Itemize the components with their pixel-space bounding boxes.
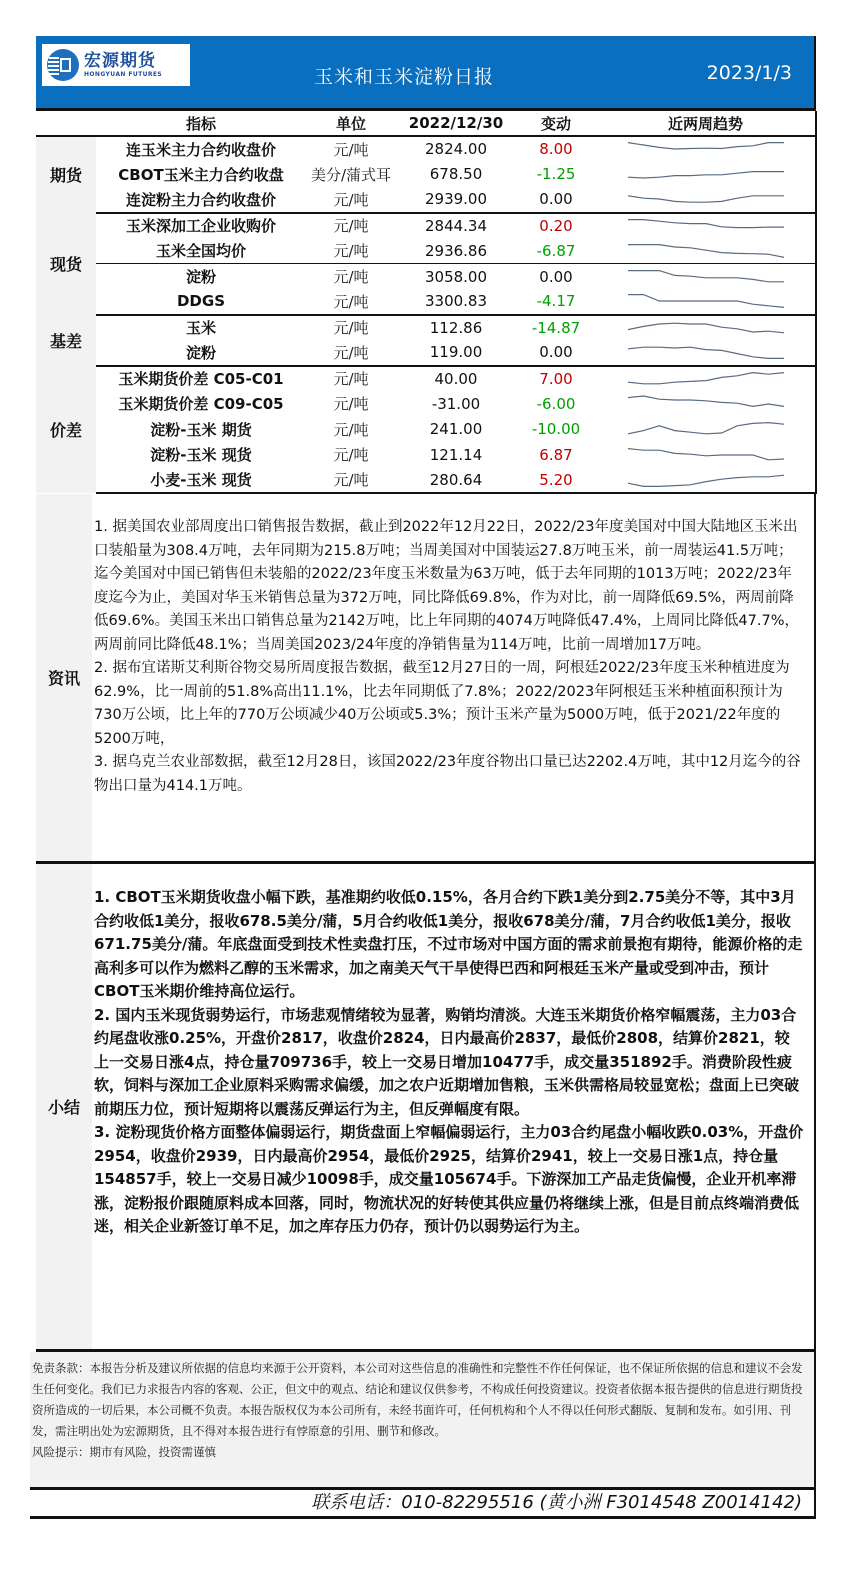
trend-sparkline-cell (596, 187, 816, 213)
unit-cell: 元/吨 (306, 289, 396, 315)
trend-sparkline-cell (596, 213, 816, 239)
value-cell: -31.00 (431, 394, 481, 413)
change-cell: -6.87 (516, 238, 596, 264)
table-row (36, 315, 816, 341)
news-label: 资讯 (36, 494, 92, 861)
indicator-name: 玉米全国均价 (96, 238, 306, 264)
column-header-change: 变动 (516, 111, 596, 136)
value-cell: 2939.00 (396, 187, 516, 213)
sparkline-chart (626, 189, 786, 209)
value-cell: 2936.86 (396, 238, 516, 264)
news-paragraph: 3. 据乌克兰农业部数据，截至12月28日，该国2022/23年度谷物出口量已达2202.4万吨，其中12月迄今的谷物出口量为414.1万吨。 (94, 754, 801, 794)
value-cell: 3058.00 (424, 267, 488, 286)
trend-sparkline-cell (596, 340, 816, 366)
column-header-unit: 单位 (306, 111, 396, 136)
unit-cell: 元/吨 (306, 238, 396, 264)
sparkline-chart (626, 216, 786, 236)
change-cell: 7.00 (539, 369, 573, 388)
sparkline-chart (626, 267, 786, 287)
table-row (36, 442, 816, 468)
indicator-name: 玉米期货价差 C09-C05 (118, 395, 284, 414)
unit-cell: 元/吨 (333, 446, 369, 465)
sparkline-chart (626, 419, 786, 439)
summary-paragraph: 1. CBOT玉米期货收盘小幅下跌，基准期约收低0.15%，各月合约下跌1美分到2.75美分不等，其中3月合约收低1美分，报收678.5美分/蒲，5月合约收低1美分，报收678美分/蒲，7月合约收低1美分，报收671.75美分/蒲。年底盘面受到技术性卖盘打压，不过市场对中国方面的需求前景抱有期待，能源价格的走高利多可以作为燃料乙醇的玉米需求，加之南美天气干旱使得巴西和阿根廷玉米产量或受到冲击，预计CBOT玉米期价维持高位运行。 (94, 888, 803, 1000)
column-header-trend: 近两周趋势 (596, 111, 816, 136)
indicator-name: 小麦-玉米 现货 (96, 468, 306, 494)
market-data-table (36, 111, 817, 494)
unit-cell: 元/吨 (333, 268, 369, 286)
table-row (36, 213, 816, 239)
indicator-name: 玉米期货价差 C05-C01 (118, 370, 284, 389)
value-cell: 40.00 (434, 369, 478, 388)
indicator-name: 连淀粉主力合约收盘价 (96, 187, 306, 213)
report-title: 玉米和玉米淀粉日报 (314, 66, 495, 88)
trend-sparkline-cell (596, 315, 816, 341)
sparkline-chart (626, 342, 786, 362)
sparkline-chart (626, 164, 786, 184)
news-paragraph: 1. 据美国农业部周度出口销售报告数据，截止到2022年12月22日，2022/23年度美国对中国大陆地区玉米出口装船量为308.4万吨，去年同期为215.8万吨；当周美国对中国装运27.8万吨玉米，前一周装运41.5万吨；迄今美国对中国已销售但未装船的2022/23年度玉米数量为63万吨，低于去年同期的1013万吨；2022/23年度迄今为止，美国对华玉米销售总量为372万吨，同比降低69.8%，作为对比，前一周降低69.5%，两周前降低69.6%。美国玉米出口销售总量为2142万吨，比上年同期的4074万吨降低47.4%，上周同比降低47.7%，两周前同比降低48.1%；当周美国2023/24年度的净销售量为114万吨，比前一周增加17万吨。 (94, 519, 799, 653)
value-cell: 119.00 (396, 340, 516, 366)
contact-line: 联系电话：010-82295516 (黄小洲 F3014548 Z0014142) (30, 1487, 816, 1519)
change-cell: -1.25 (536, 165, 576, 184)
disclaimer-box (30, 1352, 816, 1487)
indicator-name: 淀粉-玉米 期货 (150, 420, 252, 439)
table-row (36, 187, 816, 213)
change-cell: -6.00 (536, 394, 576, 413)
trend-sparkline-cell (596, 289, 816, 315)
value-cell: 2824.00 (424, 140, 488, 159)
report-page (32, 36, 816, 1519)
summary-paragraph: 3. 淀粉现货价格方面整体偏弱运行，期货盘面上窄幅偏弱运行，主力03合约尾盘小幅收跌0.03%，开盘价2954，收盘价2939，日内最高价2954，最低价2925，结算价2941，较上一交易日涨1点，持仓量154857手，较上一交易日减少10098手，成交量105674手。下游深加工产品走货偏慢，企业开机率滞涨，淀粉报价跟随原料成本回落，同时，物流状况的好转使其供应量仍将继续上涨，但是目前点终端消费低迷，相关企业新签订单不足，加之库存压力仍存，预计仍以弱势运行为主。 (94, 1123, 804, 1235)
trend-sparkline-cell (596, 391, 816, 417)
trend-sparkline-cell (596, 366, 816, 392)
disclaimer-text: 免责条款：本报告分析及建议所依据的信息均来源于公开资料，本公司对这些信息的准确性和完整性不作任何保证，也不保证所依据的信息和建议不会发生任何变化。我们已力求报告内容的客观、公正，但文中的观点、结论和建议仅供参考，不构成任何投资建议。投资者依据本报告提供的信息进行期货投资所造成的一切后果，本公司概不负责。本报告版权仅为本公司所有，未经书面许可，任何机构和个人不得以任何形式翻版、复制和发布。如引用、刊发，需注明出处为宏源期货，且不得对本报告进行有悖原意的引用、删节和修改。 (32, 1361, 803, 1438)
summary-section (36, 864, 816, 1352)
trend-sparkline-cell (596, 442, 816, 468)
unit-cell: 元/吨 (333, 140, 369, 159)
change-cell: 0.00 (516, 187, 596, 213)
trend-sparkline-cell (596, 468, 816, 494)
logo-mark-icon (46, 48, 80, 82)
change-cell: -14.87 (531, 318, 581, 337)
sparkline-chart (626, 241, 786, 261)
table-row (36, 162, 816, 188)
table-row (36, 340, 816, 366)
column-header-section (36, 111, 96, 136)
sparkline-chart (626, 470, 786, 490)
unit-cell: 元/吨 (306, 340, 396, 366)
change-cell: -4.17 (516, 289, 596, 315)
unit-cell: 元/吨 (333, 395, 369, 414)
value-cell: 112.86 (429, 318, 483, 337)
value-cell: 3300.83 (396, 289, 516, 315)
table-row (36, 136, 816, 162)
table-row (36, 417, 816, 443)
unit-cell: 元/吨 (333, 217, 369, 236)
unit-cell: 元/吨 (306, 187, 396, 213)
news-section (36, 494, 816, 864)
trend-sparkline-cell (596, 162, 816, 188)
unit-cell: 元/吨 (333, 319, 369, 338)
indicator-name: DDGS (96, 289, 306, 315)
sparkline-chart (626, 445, 786, 465)
column-header-indicator: 指标 (96, 111, 306, 136)
indicator-name: CBOT玉米主力合约收盘 (118, 165, 284, 184)
summary-paragraph: 2. 国内玉米现货弱势运行，市场悲观情绪较为显著，购销均清淡。大连玉米期货价格窄幅震荡，主力03合约尾盘收涨0.25%，开盘价2817，收盘价2824，日内最高价2837，最低价2808，结算价2821，较上一交易日涨4点，持仓量709736手，较上一交易日增加10477手，成交量351892手。消费阶段性疲软，饲料与深加工企业原料采购需求偏缓，加之农户近期增加售粮，玉米供需格局较显宽松；盘面上已突破前期压力位，预计短期将以震荡反弹运行为主，但反弹幅度有限。 (94, 1005, 800, 1118)
news-paragraph: 2. 据布宜诺斯艾利斯谷物交易所周度报告数据，截至12月27日的一周，阿根廷2022/23年度玉米种植进度为62.9%，比一周前的51.8%高出11.1%，比去年同期低了7.8%；2022/2023年阿根廷玉米种植面积预计为730万公顷，比上年的770万公顷减少40万公顷或5.3%；预计玉米产量为5000万吨，低于2021/22年度的5200万吨， (94, 660, 790, 747)
value-cell: 280.64 (396, 468, 516, 494)
change-cell: 5.20 (516, 468, 596, 494)
news-body (92, 494, 814, 861)
indicator-name: 连玉米主力合约收盘价 (125, 140, 276, 159)
report-date: 2023/1/3 (706, 62, 792, 84)
summary-label: 小结 (36, 864, 92, 1349)
change-cell: 0.00 (516, 340, 596, 366)
column-header-date: 2022/12/30 (396, 111, 516, 136)
sparkline-chart (626, 318, 786, 338)
table-row (36, 366, 816, 392)
value-cell: 121.14 (429, 445, 483, 464)
trend-sparkline-cell (596, 136, 816, 162)
unit-cell: 元/吨 (333, 370, 369, 389)
value-cell: 678.50 (429, 165, 483, 184)
logo-english-name: HONGYUAN FUTURES (84, 71, 163, 78)
section-label: 价差 (36, 366, 96, 494)
logo-chinese-name: 宏源期货 (84, 51, 156, 71)
unit-cell: 元/吨 (306, 468, 396, 494)
report-header (36, 36, 816, 108)
section-label: 期货 (36, 136, 96, 213)
table-row (36, 391, 816, 417)
sparkline-chart (626, 291, 786, 311)
unit-cell: 美分/蒲式耳 (310, 165, 392, 184)
sparkline-chart (626, 369, 786, 389)
trend-sparkline-cell (596, 417, 816, 443)
value-cell: 241.00 (429, 420, 483, 439)
value-cell: 2844.34 (424, 216, 488, 235)
unit-cell: 元/吨 (333, 420, 369, 439)
trend-sparkline-cell (596, 238, 816, 264)
table-row (36, 289, 816, 315)
summary-body (92, 864, 814, 1349)
trend-sparkline-cell (596, 264, 816, 290)
table-row (36, 468, 816, 494)
indicator-name: 玉米深加工企业收购价 (125, 217, 276, 236)
indicator-name: 淀粉 (96, 340, 306, 366)
table-header-row (36, 111, 816, 136)
change-cell: 0.00 (539, 267, 573, 286)
section-label: 现货 (36, 213, 96, 315)
indicator-name: 玉米 (185, 319, 216, 338)
indicator-name: 淀粉-玉米 现货 (150, 446, 252, 465)
table-row (36, 264, 816, 290)
change-cell: 6.87 (539, 445, 573, 464)
change-cell: -10.00 (531, 420, 581, 439)
section-label: 基差 (36, 315, 96, 366)
change-cell: 8.00 (539, 140, 573, 159)
sparkline-chart (626, 394, 786, 414)
risk-warning: 风险提示：期市有风险，投资需谨慎 (32, 1445, 216, 1459)
indicator-name: 淀粉 (185, 268, 216, 286)
table-row (36, 238, 816, 264)
change-cell: 0.20 (539, 216, 573, 235)
company-logo (42, 44, 190, 86)
sparkline-chart (626, 139, 786, 159)
